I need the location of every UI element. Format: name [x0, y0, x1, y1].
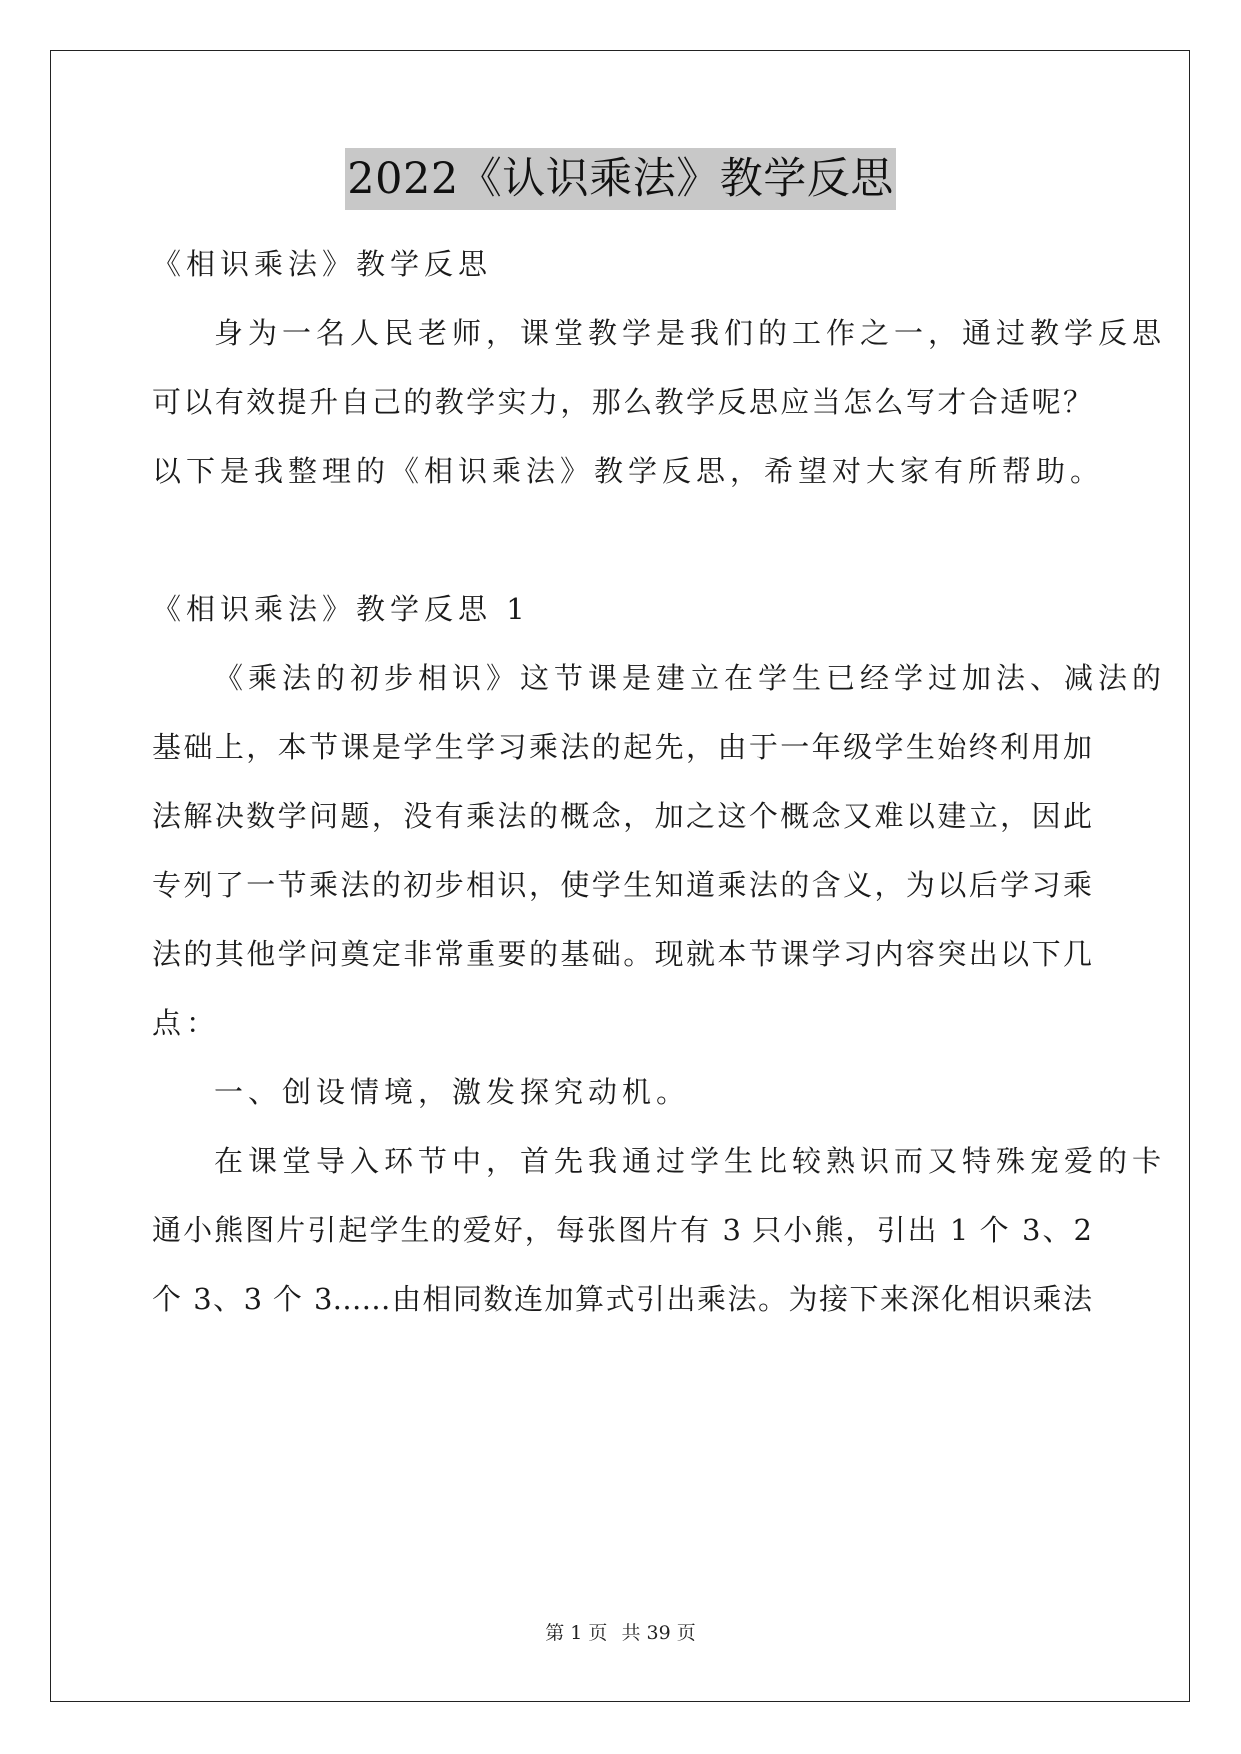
paragraph-line: 《乘法的初步相识》这节课是建立在学生已经学过加法、减法的 — [214, 661, 1167, 695]
intro-line: 身为一名人民老师，课堂教学是我们的工作之一，通过教学反思 — [214, 316, 1167, 350]
intro-heading: 《相识乘法》教学反思 — [152, 247, 493, 281]
paragraph-line: 专列了一节乘法的初步相识，使学生知道乘法的含义，为以后学习乘 — [152, 868, 1092, 902]
point-heading: 一、创设情境，激发探究动机。 — [214, 1075, 691, 1109]
page-total: 共 39 页 — [621, 1622, 696, 1644]
document-body — [152, 237, 1167, 1341]
intro-line: 以下是我整理的《相识乘法》教学反思，希望对大家有所帮助。 — [152, 454, 1105, 488]
paragraph-line: 点： — [152, 1006, 221, 1040]
section-heading: 《相识乘法》教学反思 1 — [152, 592, 530, 626]
paragraph-gap — [152, 513, 1092, 582]
title-container — [0, 148, 1241, 210]
paragraph-line: 基础上，本节课是学生学习乘法的起先，由于一年级学生始终利用加 — [152, 730, 1092, 764]
intro-line: 可以有效提升自己的教学实力，那么教学反思应当怎么写才合适呢？ — [152, 385, 1092, 419]
paragraph-line: 法的其他学问奠定非常重要的基础。现就本节课学习内容突出以下几 — [152, 937, 1092, 971]
page-footer — [0, 1618, 1241, 1645]
paragraph-line: 法解决数学问题，没有乘法的概念，加之这个概念又难以建立，因此 — [152, 799, 1092, 833]
paragraph-line: 通小熊图片引起学生的爱好，每张图片有 3 只小熊，引出 1 个 3、2 — [152, 1213, 1092, 1247]
document-title: 2022《认识乘法》教学反思 — [345, 148, 895, 210]
paragraph-line: 在课堂导入环节中，首先我通过学生比较熟识而又特殊宠爱的卡 — [214, 1144, 1167, 1178]
page-number: 第 1 页 — [545, 1622, 608, 1644]
paragraph-line: 个 3、3 个 3……由相同数连加算式引出乘法。为接下来深化相识乘法 — [152, 1282, 1092, 1316]
